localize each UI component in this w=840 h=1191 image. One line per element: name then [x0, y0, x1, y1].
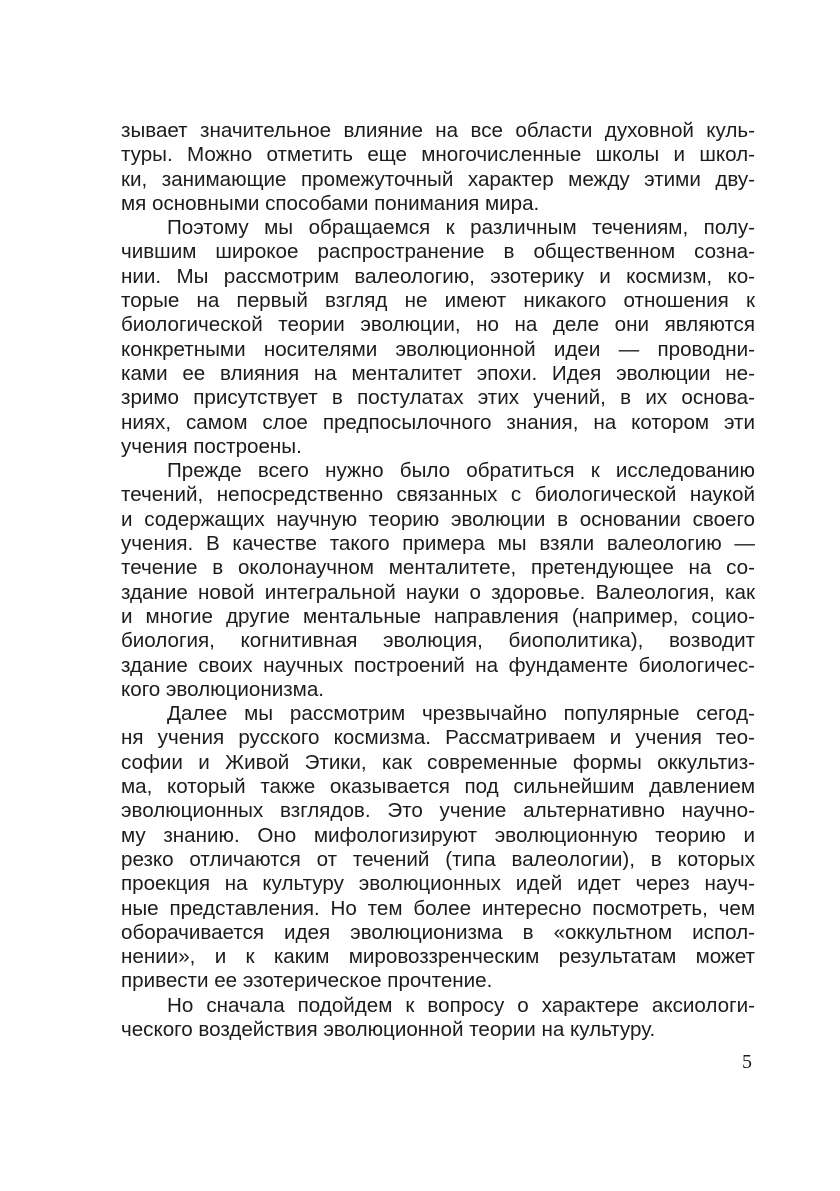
paragraph [121, 119, 755, 216]
text-line: Но сначала подойдем к вопросу о характере аксиологи- [167, 993, 755, 1017]
text-line: и содержащих научную теорию эволюции в основании своего [121, 507, 755, 531]
text-line: ные представления. Но тем более интересно посмотреть, чем [121, 896, 755, 920]
text-line: мя основными способами понимания мира. [121, 191, 540, 215]
text-line: здание своих научных построений на фундаменте биологичес- [121, 653, 755, 677]
text-line: эволюционных взглядов. Это учение альтернативно научно- [121, 799, 755, 823]
text-line: течение в околонаучном менталитете, претендующее на со- [121, 556, 755, 580]
text-line: проекция на культуру эволюционных идей идет через науч- [121, 872, 755, 896]
text-line: здание новой интегральной науки о здоровье. Валеология, как [121, 580, 755, 604]
text-line: биологической теории эволюции, но на деле они являются [121, 313, 755, 337]
text-line: нении», и к каким мировоззренческим результатам может [121, 945, 755, 969]
paragraph [121, 994, 755, 1043]
text-line: му знанию. Оно мифологизируют эволюционную теорию и [121, 823, 755, 847]
page-number: 5 [742, 1051, 752, 1073]
text-line: и многие другие ментальные направления (например, социо- [121, 604, 755, 628]
text-line: ма, который также оказывается под сильнейшим давлением [121, 775, 755, 799]
text-line: чившим широкое распространение в общественном созна- [121, 240, 755, 264]
text-line: конкретными носителями эволюционной идеи — проводни- [121, 337, 755, 361]
text-line: биология, когнитивная эволюция, биополитика), возводит [121, 629, 755, 653]
paragraph [121, 459, 755, 702]
text-line: ческого воздействия эволюционной теории на культуру. [121, 1017, 656, 1041]
paragraph [121, 702, 755, 994]
text-line: учения построены. [121, 434, 302, 458]
text-line: резко отличаются от течений (типа валеологии), в которых [121, 847, 755, 871]
text-line: ками ее влияния на менталитет эпохи. Идея эволюции не- [121, 361, 755, 385]
text-line: ня учения русского космизма. Рассматриваем и учения тео- [121, 726, 755, 750]
text-line: течений, непосредственно связанных с биологической наукой [121, 483, 755, 507]
text-line: туры. Можно отметить еще многочисленные школы и школ- [121, 143, 755, 167]
text-line: софии и Живой Этики, как современные формы оккультиз- [121, 750, 755, 774]
text-line: зримо присутствует в постулатах этих учений, в их основа- [121, 386, 755, 410]
body-text [121, 119, 755, 1042]
text-line: нии. Мы рассмотрим валеологию, эзотерику и космизм, ко- [121, 264, 755, 288]
text-line: ниях, самом слое предпосылочного знания, на котором эти [121, 410, 755, 434]
text-line: Поэтому мы обращаемся к различным течениям, полу- [167, 216, 755, 240]
text-line: учения. В качестве такого примера мы взяли валеологию — [121, 532, 755, 556]
text-line: оборачивается идея эволюционизма в «оккультном испол- [121, 920, 755, 944]
text-line: кого эволюционизма. [121, 677, 325, 701]
text-line: Далее мы рассмотрим чрезвычайно популярные сегод- [167, 702, 755, 726]
text-line: торые на первый взгляд не имеют никакого отношения к [121, 289, 755, 313]
text-line: зывает значительное влияние на все области духовной куль- [121, 119, 755, 142]
paragraph [121, 216, 755, 459]
text-line: Прежде всего нужно было обратиться к исследованию [167, 459, 755, 483]
text-line: привести ее эзотерическое прочтение. [121, 969, 493, 993]
text-line: ки, занимающие промежуточный характер между этими дву- [121, 167, 755, 191]
